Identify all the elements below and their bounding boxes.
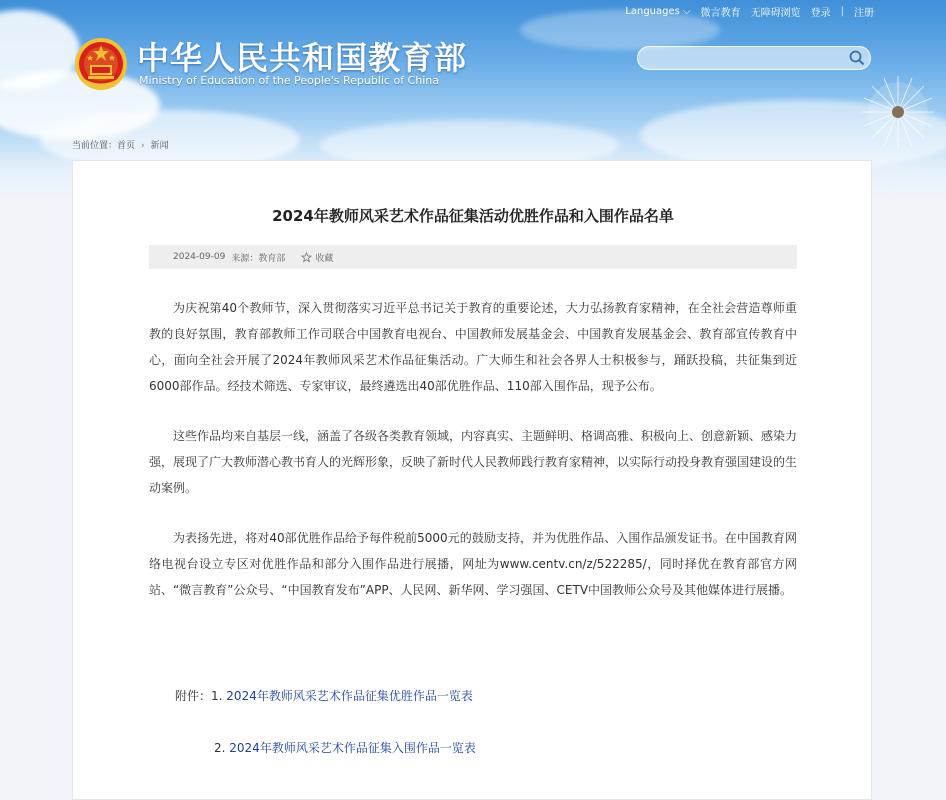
languages-link[interactable]: [625, 6, 690, 17]
article-paragraph: 这些作品均来自基层一线，涵盖了各级各类教育领域，内容真实、主题鲜明、格调高雅、积极向上、创意新颖、感染力强，展现了广大教师潜心教书育人的光辉形象，反映了新时代人民教师践行教育家精神，以实际行动投身教育强国建设的生动案例。: [149, 429, 798, 495]
search-box: [637, 46, 871, 70]
site-title: 中华人民共和国教育部: [137, 39, 468, 77]
login-link[interactable]: 登录: [810, 8, 831, 19]
attachment-number: 1.: [211, 689, 223, 703]
accessibility-link[interactable]: 无障碍浏览: [750, 8, 801, 19]
breadcrumb: [72, 138, 169, 151]
article-paragraph: 为庆祝第40个教师节，深入贯彻落实习近平总书记关于教育的重要论述，大力弘扬教育家精神，在全社会营造尊师重教的良好氛围，教育部教师工作司联合中国教育电视台、中国教师发展基金会、中国教育发展基金会、教育部宣传教育中心，面向全社会开展了2024年教师风采艺术作品征集活动。广大师生和社会各界人士积极参与，踊跃投稿，共征集到近6000部作品。经技术筛选、专家审议，最终遴选出40部优胜作品、110部入围作品，现予公布。: [149, 301, 797, 393]
dandelion-icon: [858, 72, 938, 152]
attachment-link-finalists[interactable]: 2024年教师风采艺术作品征集入围作品一览表: [229, 741, 476, 755]
weiyan-jiaoyu-link[interactable]: 微言教育: [700, 8, 741, 19]
attachment-1: [175, 683, 473, 709]
article-card: [72, 160, 872, 800]
breadcrumb-home[interactable]: 首页: [117, 141, 136, 151]
article-date: 2024-09-09: [173, 252, 226, 262]
breadcrumb-chevron-icon: ›: [141, 141, 145, 151]
top-links-separator: |: [840, 6, 844, 17]
chevron-down-icon: ⌵: [683, 6, 691, 17]
search-input[interactable]: [638, 48, 858, 70]
favorite-label: 收藏: [315, 253, 334, 264]
breadcrumb-news[interactable]: 新闻: [150, 141, 169, 151]
attachment-2: [214, 735, 476, 761]
register-link[interactable]: 注册: [854, 8, 874, 19]
national-emblem-icon: [73, 36, 129, 92]
article-body: [149, 295, 797, 627]
breadcrumb-prefix: 当前位置：: [72, 141, 118, 151]
attachments-label: 附件：: [175, 689, 212, 703]
article-paragraph: 为表扬先进，将对40部优胜作品给予每件税前5000元的鼓励支持，并为优胜作品、入围作品颁发证书。在中国教育网络电视台设立专区对优胜作品和部分入围作品进行展播，网址为www.centv.cn/z/522285/，同时择优在教育部官方网站、“微言教育”公众号、“中国教育发布”APP、人民网、新华网、学习强国、CETV中国教师公众号及其他媒体进行展播。: [149, 531, 797, 597]
favorite-button[interactable]: [301, 251, 333, 264]
star-icon: [301, 252, 312, 263]
article-meta-bar: [149, 245, 797, 269]
article-title: 2024年教师风采艺术作品征集活动优胜作品和入围作品名单: [272, 207, 674, 225]
attachment-number: 2.: [214, 741, 226, 755]
article-source: 来源：教育部: [231, 253, 286, 264]
top-links-bar: [625, 4, 874, 19]
search-icon[interactable]: [848, 49, 866, 67]
site-subtitle: Ministry of Education of the People's Republic of China: [139, 74, 439, 87]
languages-label: Languages: [625, 6, 680, 17]
attachment-link-winners[interactable]: 2024年教师风采艺术作品征集优胜作品一览表: [226, 689, 473, 703]
